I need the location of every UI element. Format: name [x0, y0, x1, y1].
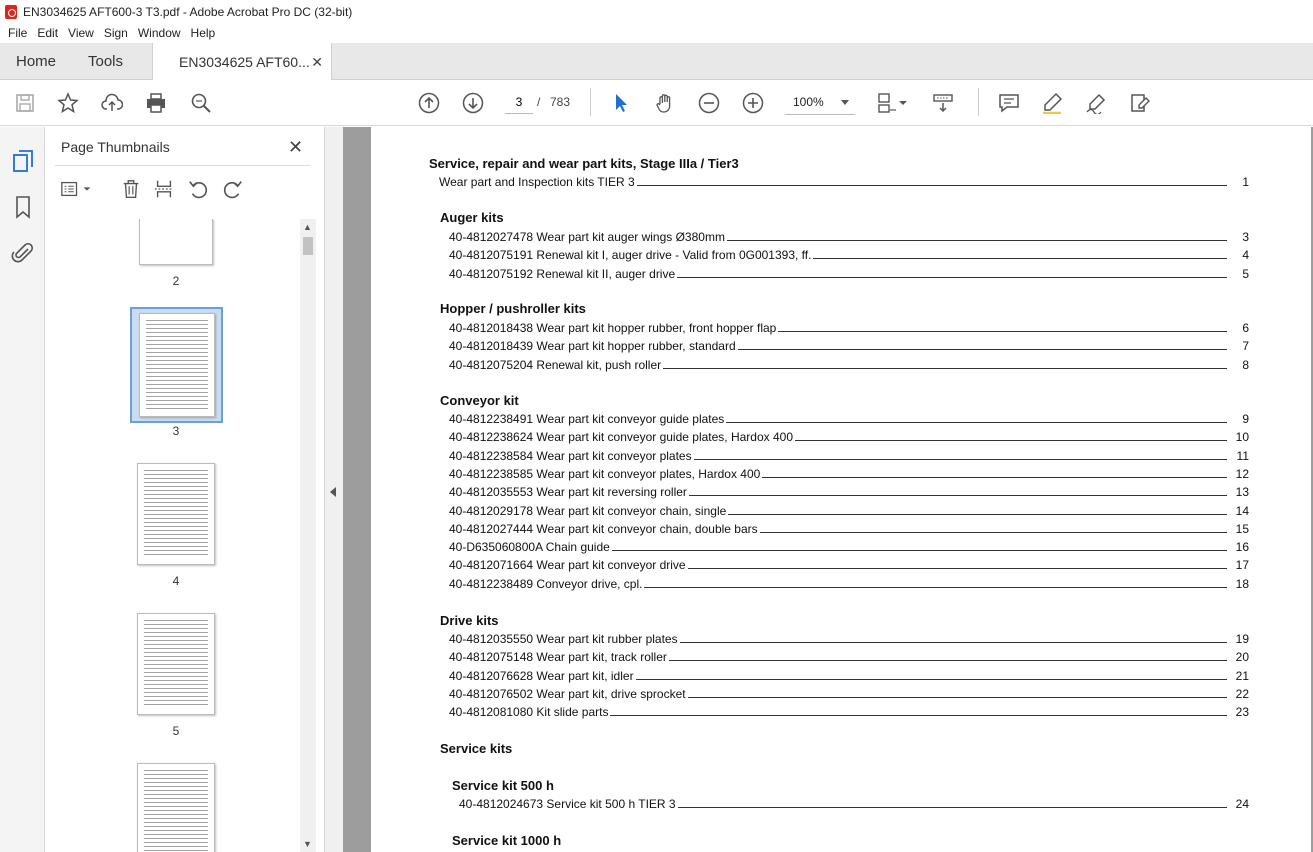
- page-thumbnail-3[interactable]: [139, 313, 215, 417]
- fill-sign-icon[interactable]: [1129, 92, 1151, 114]
- window-title: EN3034625 AFT600-3 T3.pdf - Adobe Acrobat Pro DC (32-bit): [23, 4, 353, 19]
- toc-page-number: 3: [1242, 230, 1249, 244]
- toc-entry-text: Wear part and Inspection kits TIER 3: [439, 175, 635, 189]
- toc-entry[interactable]: [449, 504, 1249, 518]
- page-display-icon[interactable]: [876, 92, 898, 114]
- toc-entry-text: 40-4812075192 Renewal kit II, auger drive: [449, 266, 676, 281]
- acrobat-icon: [5, 5, 17, 19]
- scroll-down-icon[interactable]: ▼: [303, 839, 312, 849]
- chevron-down-icon: [841, 100, 849, 105]
- toc-entry-text: 40-4812238491 Wear part kit conveyor guide plates: [449, 412, 725, 426]
- toc-page-number: 12: [1235, 466, 1249, 481]
- toc-entry[interactable]: [449, 558, 1249, 572]
- title-bar: [0, 0, 1313, 23]
- toc-leader: [778, 331, 1227, 332]
- toc-entry-text: 40-4812081080 Kit slide parts: [449, 705, 609, 720]
- toc-page-number: 1: [1242, 175, 1249, 189]
- scrollbar-thumb[interactable]: [303, 237, 313, 255]
- page-number-input[interactable]: [505, 90, 533, 114]
- close-panel-icon[interactable]: ✕: [288, 137, 304, 157]
- toc-page-number: 24: [1235, 797, 1249, 811]
- page-thumbnails-panel: [45, 127, 325, 852]
- split-page-icon[interactable]: [152, 177, 176, 201]
- toc-section-heading: Hopper / pushroller kits: [440, 301, 586, 316]
- tab-tools[interactable]: Tools: [88, 53, 124, 70]
- toc-entry[interactable]: [449, 540, 1249, 554]
- thumbnail-label: 4: [172, 574, 180, 588]
- toc-page-number: 5: [1242, 266, 1249, 281]
- zoom-out-icon[interactable]: [698, 92, 720, 114]
- toc-page-number: 11: [1236, 448, 1249, 463]
- toc-page-number: 16: [1235, 540, 1249, 555]
- thumbnail-list: [45, 219, 305, 852]
- toc-leader: [636, 679, 1227, 680]
- toc-leader: [694, 459, 1227, 460]
- toc-page-number: 20: [1235, 650, 1249, 665]
- toc-page-number: 9: [1242, 412, 1249, 426]
- toc-entry[interactable]: [449, 632, 1249, 646]
- collapse-arrow-icon: [330, 487, 336, 497]
- toc-entry[interactable]: [449, 430, 1249, 444]
- bookmark-icon[interactable]: [11, 195, 35, 219]
- menu-bar: [0, 23, 1313, 43]
- toc-leader: [795, 440, 1227, 441]
- zoom-in-icon[interactable]: [742, 92, 764, 114]
- toc-entry-text: 40-4812018439 Wear part kit hopper rubber, standard: [449, 339, 736, 354]
- toc-page-number: 21: [1235, 668, 1249, 683]
- options-dropdown-icon[interactable]: [81, 177, 93, 201]
- menu-help[interactable]: Help: [190, 26, 216, 40]
- attachment-icon[interactable]: [11, 241, 35, 265]
- thumbnail-label: 5: [172, 724, 180, 738]
- toc-leader: [644, 587, 1227, 588]
- toc-entry-text: 40-4812238584 Wear part kit conveyor plates: [449, 448, 692, 463]
- page-thumbnail-4[interactable]: [137, 463, 215, 565]
- comment-icon[interactable]: [998, 92, 1020, 114]
- toc-leader: [680, 642, 1227, 643]
- toc-entry-text: 40-4812076502 Wear part kit, drive sprocket: [449, 686, 686, 701]
- toc-entry[interactable]: [449, 267, 1249, 281]
- toc-entry[interactable]: [449, 339, 1249, 353]
- toc-leader: [637, 185, 1227, 186]
- toc-leader: [762, 477, 1227, 478]
- toc-page-number: 10: [1235, 430, 1249, 445]
- toolbar-divider: [978, 88, 979, 116]
- toc-page-number: 7: [1242, 339, 1249, 354]
- scroll-up-icon[interactable]: ▲: [303, 222, 312, 232]
- toc-leader: [726, 422, 1227, 423]
- scroll-mode-icon[interactable]: [932, 92, 954, 114]
- thumbnail-text-preview: [144, 770, 208, 852]
- toc-entry[interactable]: [449, 650, 1249, 664]
- upload-cloud-icon[interactable]: [101, 92, 123, 114]
- toc-subsection-heading: Service kit 1000 h: [452, 833, 562, 848]
- toc-entry[interactable]: [449, 412, 1249, 426]
- next-page-icon[interactable]: [462, 92, 484, 114]
- toc-entry[interactable]: [449, 522, 1249, 536]
- thumbnail-scrollbar[interactable]: [300, 219, 316, 852]
- menu-edit[interactable]: Edit: [37, 26, 59, 40]
- toc-leader: [678, 807, 1227, 808]
- toc-entry-text: 40-4812035550 Wear part kit rubber plates: [449, 632, 678, 646]
- toc-page-number: 13: [1235, 485, 1249, 500]
- panel-collapse-handle[interactable]: [325, 127, 343, 852]
- toc-entry-text: 40-4812018438 Wear part kit hopper rubber, front hopper flap: [449, 321, 777, 335]
- tab-document-label: EN3034625 AFT60...: [179, 54, 310, 70]
- toc-entry[interactable]: [449, 358, 1249, 372]
- toc-section-heading: Service kits: [440, 741, 513, 756]
- menu-file[interactable]: File: [8, 26, 28, 40]
- toc-entry[interactable]: [439, 175, 1249, 189]
- toc-subsection-heading: Service kit 500 h: [452, 778, 554, 793]
- panel-divider: [55, 165, 310, 166]
- navigation-rail: [0, 127, 45, 852]
- toc-page-number: 15: [1235, 521, 1249, 536]
- toc-entry[interactable]: [449, 669, 1249, 683]
- tab-bar: [0, 43, 1313, 80]
- toc-leader: [688, 568, 1227, 569]
- page-thumbnail-6[interactable]: [137, 763, 215, 852]
- page-total: 783: [550, 95, 571, 109]
- document-view[interactable]: [343, 127, 1313, 852]
- print-icon[interactable]: [145, 92, 167, 114]
- toc-entry[interactable]: [449, 467, 1249, 481]
- toc-entry-text: 40-4812029178 Wear part kit conveyor chain, single: [449, 503, 727, 518]
- toc-entry-text: 40-D635060800A Chain guide: [449, 540, 610, 555]
- rotate-counterclockwise-icon[interactable]: [186, 177, 210, 201]
- star-icon[interactable]: [57, 92, 79, 114]
- toc-entry[interactable]: [449, 230, 1249, 244]
- toc-title: Service, repair and wear part kits, Stage IIIa / Tier3: [429, 156, 739, 171]
- toc-entry-text: 40-4812027444 Wear part kit conveyor chain, double bars: [449, 521, 758, 536]
- toc-page-number: 17: [1235, 558, 1249, 573]
- toc-entry-text: 40-4812075148 Wear part kit, track roller: [449, 650, 667, 665]
- find-search-icon[interactable]: [190, 92, 212, 114]
- page-thumbnails-icon[interactable]: [11, 149, 35, 173]
- toc-leader: [688, 697, 1227, 698]
- toc-leader: [727, 240, 1227, 241]
- toc-page-number: 14: [1235, 503, 1249, 518]
- thumbnail-text-preview: [144, 470, 208, 558]
- toc-leader: [728, 514, 1227, 515]
- toc-entry-text: 40-4812238585 Wear part kit conveyor plates, Hardox 400: [449, 466, 761, 481]
- tab-home[interactable]: Home: [16, 53, 57, 70]
- previous-page-icon[interactable]: [418, 92, 440, 114]
- thumbnail-label: 2: [172, 274, 180, 288]
- toolbar-divider: [590, 88, 591, 116]
- menu-sign[interactable]: Sign: [103, 26, 128, 40]
- toc-entry[interactable]: [459, 797, 1249, 811]
- toc-section-heading: Auger kits: [440, 210, 504, 225]
- toc-leader: [689, 495, 1227, 496]
- highlight-pen-icon[interactable]: [1041, 92, 1063, 114]
- panel-title: Page Thumbnails: [61, 139, 170, 155]
- toc-leader: [669, 660, 1227, 661]
- toc-page-number: 18: [1235, 576, 1249, 591]
- toc-page-number: 22: [1235, 686, 1249, 701]
- pdf-page: [371, 127, 1311, 852]
- tab-document[interactable]: [152, 43, 332, 81]
- toc-entry[interactable]: [449, 248, 1249, 262]
- menu-view[interactable]: View: [68, 26, 94, 40]
- save-icon[interactable]: [14, 92, 36, 114]
- toc-entry-text: 40-4812035553 Wear part kit reversing roller: [449, 485, 687, 500]
- thumbnail-label: 3: [172, 424, 180, 438]
- page-thumbnail-5[interactable]: [137, 613, 215, 715]
- close-tab-icon[interactable]: ✕: [311, 53, 323, 70]
- toc-entry-text: 40-4812071664 Wear part kit conveyor drive: [449, 558, 686, 573]
- page-separator: /: [537, 95, 541, 109]
- toc-section-heading: Conveyor kit: [440, 393, 519, 408]
- zoom-value: 100%: [793, 95, 824, 109]
- page-display-dropdown-icon[interactable]: [898, 92, 908, 114]
- toc-entry-text: 40-4812076628 Wear part kit, idler: [449, 668, 634, 683]
- options-list-icon[interactable]: [59, 177, 83, 201]
- thumbnail-toolbar: [45, 175, 325, 205]
- toc-leader: [610, 715, 1227, 716]
- toc-leader: [813, 258, 1227, 259]
- toc-entry[interactable]: [449, 577, 1249, 591]
- zoom-select[interactable]: [785, 90, 855, 115]
- toc-entry-text: 40-4812027478 Wear part kit auger wings Ø380mm: [449, 230, 725, 244]
- toc-entry[interactable]: [449, 321, 1249, 335]
- toc-leader: [663, 368, 1227, 369]
- toc-page-number: 8: [1242, 357, 1249, 372]
- toc-entry-text: 40-4812024673 Service kit 500 h TIER 3: [459, 797, 676, 811]
- sign-pen-icon[interactable]: [1085, 92, 1107, 114]
- toc-leader: [738, 349, 1227, 350]
- thumbnail-text-preview: [146, 320, 208, 410]
- menu-window[interactable]: Window: [137, 26, 181, 40]
- toc-entry[interactable]: [449, 449, 1249, 463]
- toc-entry-text: 40-4812238624 Wear part kit conveyor guide plates, Hardox 400: [449, 430, 793, 445]
- toc-leader: [612, 550, 1227, 551]
- toc-leader: [760, 532, 1227, 533]
- toc-leader: [677, 277, 1227, 278]
- select-cursor-icon[interactable]: [610, 92, 632, 114]
- toc-entry[interactable]: [449, 485, 1249, 499]
- toc-page-number: 6: [1242, 321, 1249, 335]
- toc-page-number: 23: [1235, 705, 1249, 720]
- toc-section-heading: Drive kits: [440, 613, 499, 628]
- hand-tool-icon[interactable]: [654, 92, 676, 114]
- toc-entry-text: 40-4812075191 Renewal kit I, auger drive - Valid from 0G001393, ff.: [449, 248, 812, 263]
- delete-page-icon[interactable]: [119, 177, 143, 201]
- rotate-clockwise-icon[interactable]: [221, 177, 245, 201]
- toc-page-number: 19: [1235, 632, 1249, 646]
- thumbnail-text-preview: [144, 620, 208, 708]
- toc-entry-text: 40-4812238489 Conveyor drive, cpl.: [449, 576, 643, 591]
- page-thumbnail-2[interactable]: [139, 219, 213, 265]
- toc-page-number: 4: [1242, 248, 1249, 263]
- toc-entry[interactable]: [449, 687, 1249, 701]
- toc-entry[interactable]: [449, 705, 1249, 719]
- toc-entry-text: 40-4812075204 Renewal kit, push roller: [449, 357, 662, 372]
